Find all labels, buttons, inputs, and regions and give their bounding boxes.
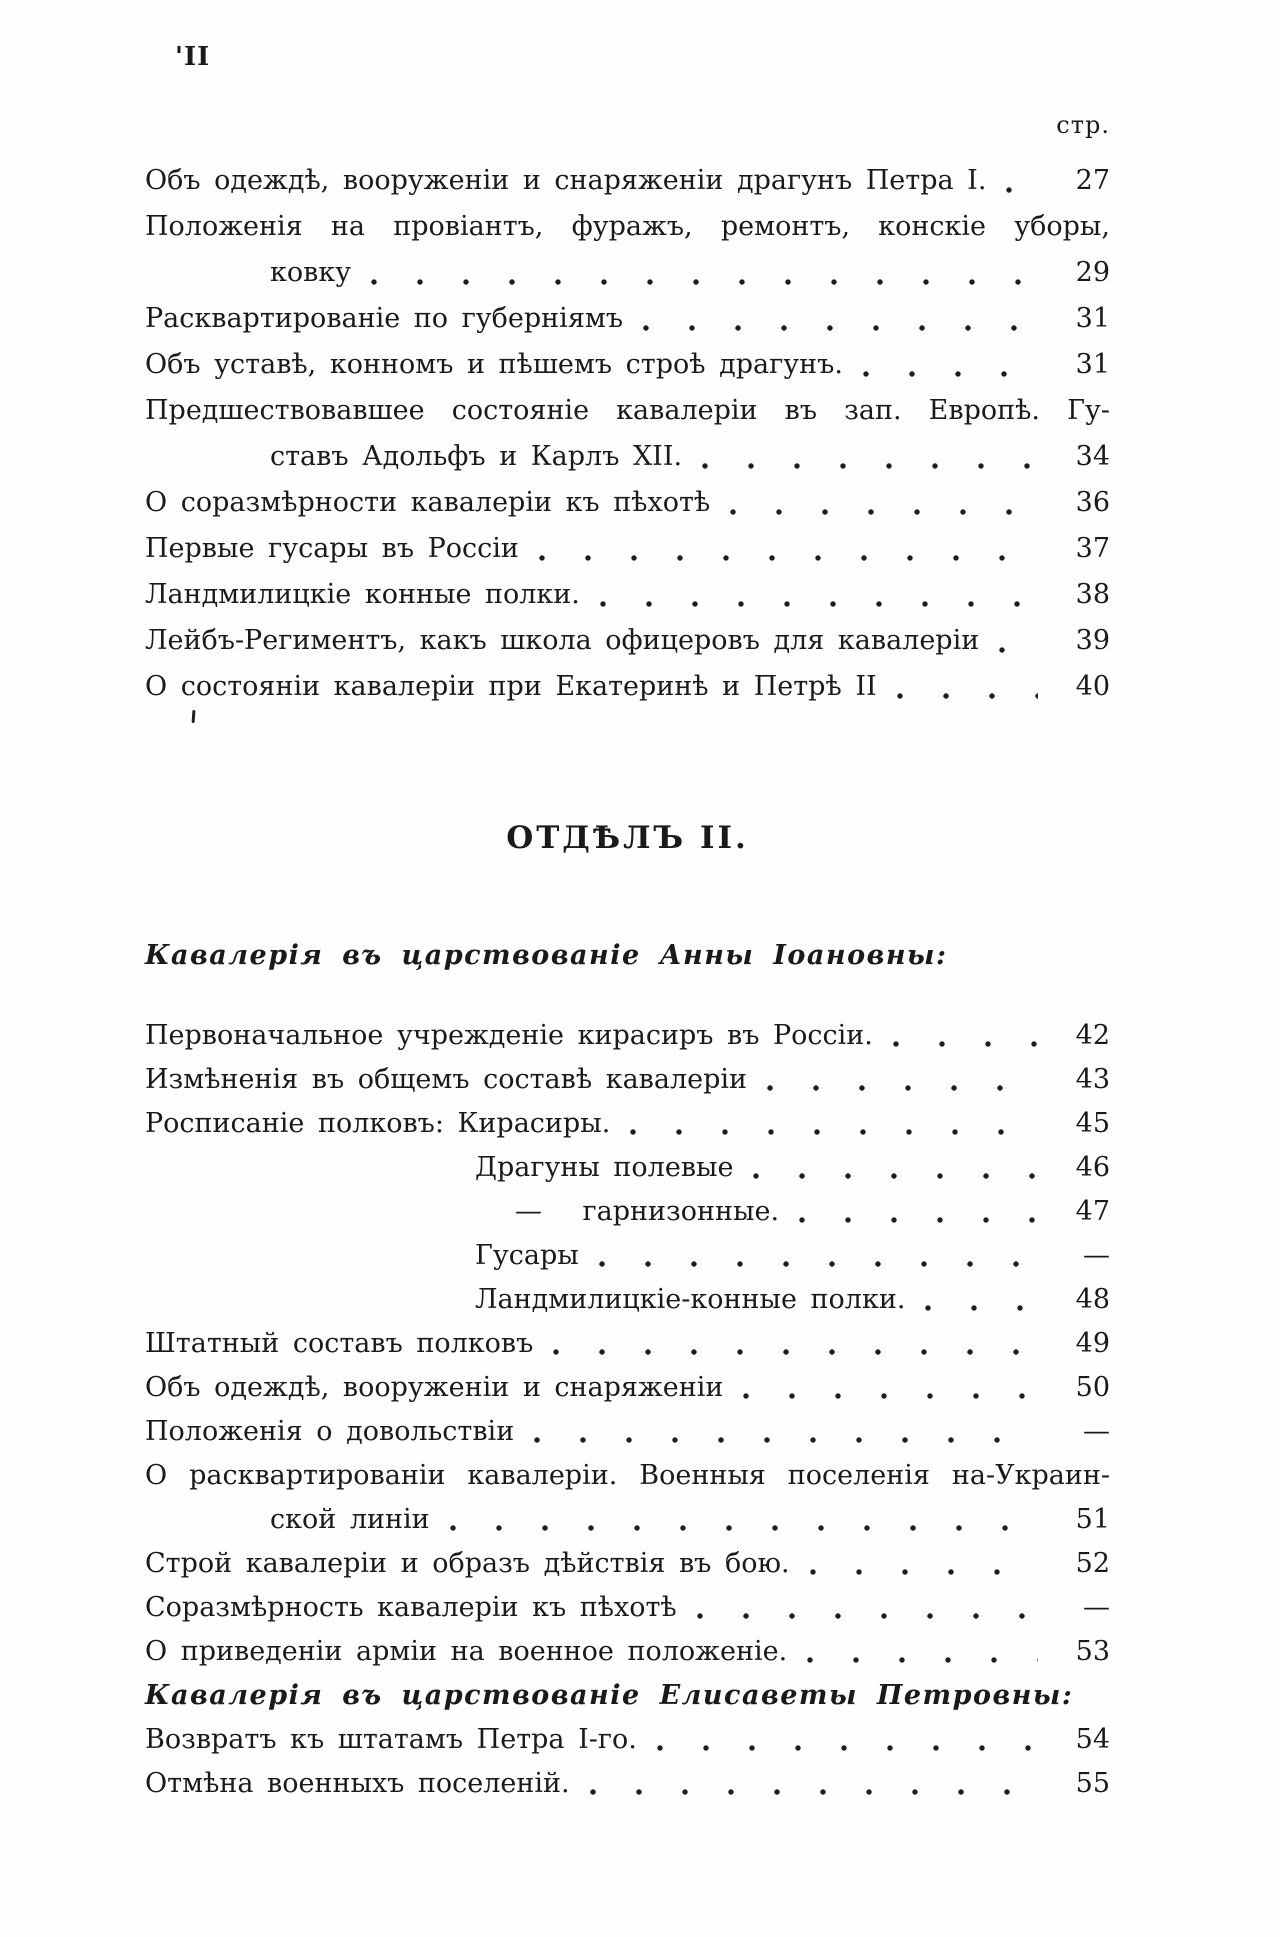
toc-entry-title: Соразмѣрность кавалеріи къ пѣхотѣ [145, 1592, 677, 1623]
toc-entry-title: Строй кавалеріи и образъ дѣйствія въ бою. [145, 1548, 790, 1579]
toc-entry-page: 45 [1075, 1108, 1110, 1139]
toc-entry-title: ставъ Адольфъ и Карлъ XII. [270, 441, 683, 472]
dot-leader [919, 1278, 1038, 1322]
dot-leader [528, 1410, 1038, 1454]
toc-row [145, 204, 1110, 250]
toc-entry-page: 53 [1075, 1636, 1110, 1667]
toc-entry-title: Возвратъ къ штатамъ Петра I-го. [145, 1724, 637, 1755]
dot-leader [993, 618, 1038, 664]
toc-entry-title: Объ одеждѣ, вооруженіи и снаряженіи драгунъ Петра I. [145, 165, 987, 196]
toc-entry-title: Объ уставѣ, конномъ и пѣшемъ строѣ драгунъ. [145, 349, 843, 380]
dot-leader [594, 572, 1038, 618]
toc-entry-title: О соразмѣрности кавалеріи къ пѣхотѣ [145, 487, 711, 518]
toc-entry-page: 46 [1075, 1152, 1110, 1183]
toc-entry-page: 49 [1075, 1328, 1110, 1359]
toc-entry-page: 52 [1075, 1548, 1110, 1579]
toc-entry-page: — [1083, 1416, 1110, 1447]
dot-leader [724, 480, 1038, 526]
toc-entry-title: Предшествовавшее состояніе кавалеріи въ зап. Европѣ. Гу- [145, 395, 1110, 426]
dot-leader [696, 434, 1038, 480]
toc-entry-page: 54 [1075, 1724, 1110, 1755]
toc-row [145, 1278, 1110, 1322]
dot-leader [533, 526, 1038, 572]
toc-entry-title: Лейбъ-Региментъ, какъ школа офицеровъ для кавалеріи [145, 625, 980, 656]
dot-leader [593, 1234, 1038, 1278]
toc-row [145, 618, 1110, 664]
page-number-roman: 'II [175, 42, 211, 72]
dot-leader [547, 1322, 1038, 1366]
toc-row [145, 1102, 1110, 1146]
toc-entry-page: 55 [1075, 1768, 1110, 1799]
section-heading: ОТДѢЛЪ II. [506, 820, 749, 856]
toc-row [145, 1454, 1110, 1498]
toc-entry-title: Первоначальное учрежденіе кирасиръ въ Россіи. [145, 1020, 873, 1051]
toc-row [145, 572, 1110, 618]
toc-row [145, 1498, 1110, 1542]
toc-entry-title: ской линіи [270, 1504, 430, 1535]
toc-entry-page: 31 [1075, 349, 1110, 380]
toc-entry-page: — [1083, 1240, 1110, 1271]
toc-entry-title: Расквартированіе по губерніямъ [145, 303, 624, 334]
toc-content [145, 110, 1110, 1806]
toc-row [145, 1762, 1110, 1806]
toc-entry-title: Ландмилицкіе-конные полки. [475, 1284, 906, 1315]
toc-row [145, 664, 1110, 710]
toc-entry-page: 48 [1075, 1284, 1110, 1315]
toc-entry-page: 50 [1075, 1372, 1110, 1403]
toc-row [145, 1542, 1110, 1586]
toc-row [145, 1586, 1110, 1630]
toc-entry-title: Драгуны полевые [475, 1152, 734, 1183]
toc-entry-title: О расквартированіи кавалеріи. Военныя поселенія на-Украин- [145, 1460, 1110, 1491]
toc-entry-title: Росписаніе полковъ: Кирасиры. [145, 1108, 611, 1139]
toc-row [145, 1058, 1110, 1102]
toc-entry-page: 42 [1075, 1020, 1110, 1051]
toc-entry-title: Измѣненія въ общемъ составѣ кавалеріи [145, 1064, 748, 1095]
toc-row [145, 388, 1110, 434]
dot-leader [691, 1586, 1038, 1630]
toc-entry-title: О состояніи кавалеріи при Екатеринѣ и Петрѣ II [145, 671, 877, 702]
toc-entry-title: Штатный составъ полковъ [145, 1328, 534, 1359]
toc-row [145, 296, 1110, 342]
toc-row [145, 158, 1110, 204]
dot-leader [637, 296, 1038, 342]
page-column-label: стр. [1056, 111, 1110, 139]
toc-row [145, 1366, 1110, 1410]
dot-leader [891, 664, 1038, 710]
toc-entry-title: — гарнизонные. [515, 1196, 780, 1227]
toc-entry-page: 38 [1075, 579, 1110, 610]
toc-row [145, 526, 1110, 572]
toc-entry-title: Положенія на провіантъ, фуражъ, ремонтъ, конскіе уборы, [145, 211, 1110, 242]
toc-section-1 [145, 158, 1110, 710]
dot-leader [365, 250, 1038, 296]
toc-entry-title: Объ одеждѣ, вооруженіи и снаряженіи [145, 1372, 724, 1403]
toc-section-2 [145, 1014, 1110, 1806]
toc-entry-page: 37 [1075, 533, 1110, 564]
toc-entry-page: — [1083, 1592, 1110, 1623]
dot-leader [804, 1542, 1038, 1586]
toc-row [145, 434, 1110, 480]
toc-entry-title: Кавалерія въ царствованіе Елисаветы Петровны: [145, 1680, 1074, 1711]
dot-leader [793, 1190, 1038, 1234]
toc-entry-title: О приведеніи арміи на военное положеніе. [145, 1636, 788, 1667]
dot-leader [584, 1762, 1038, 1806]
toc-entry-page: 29 [1075, 257, 1110, 288]
dot-leader [444, 1498, 1038, 1542]
toc-entry-title: Ландмилицкіе конные полки. [145, 579, 580, 610]
toc-row [145, 342, 1110, 388]
dot-leader [624, 1102, 1038, 1146]
reign-subheading-anna: Кавалерія въ царствованіе Анны Іоановны: [145, 940, 948, 971]
dot-leader [747, 1146, 1038, 1190]
dot-leader [651, 1718, 1038, 1762]
toc-row [145, 250, 1110, 296]
toc-entry-title: Гусары [475, 1240, 579, 1271]
toc-row [145, 480, 1110, 526]
toc-row [145, 1234, 1110, 1278]
toc-entry-page: 47 [1075, 1196, 1110, 1227]
toc-entry-title: Отмѣна военныхъ поселеній. [145, 1768, 570, 1799]
toc-entry-page: 40 [1075, 671, 1110, 702]
toc-entry-page: 27 [1075, 165, 1110, 196]
toc-row [145, 1146, 1110, 1190]
dot-leader [857, 342, 1038, 388]
toc-row [145, 1190, 1110, 1234]
toc-entry-page: 43 [1075, 1064, 1110, 1095]
toc-row [145, 1322, 1110, 1366]
toc-entry-page: 34 [1075, 441, 1110, 472]
toc-entry-page: 31 [1075, 303, 1110, 334]
toc-entry-page: 36 [1075, 487, 1110, 518]
dot-leader [801, 1630, 1038, 1674]
toc-row [145, 1410, 1110, 1454]
reign-subheading-elisaveta [145, 1674, 1110, 1718]
toc-entry-page: 51 [1075, 1504, 1110, 1535]
toc-entry-title: Положенія о довольствіи [145, 1416, 515, 1447]
dot-leader [761, 1058, 1038, 1102]
toc-row [145, 1630, 1110, 1674]
dot-leader [887, 1014, 1038, 1058]
toc-entry-title: ковку [270, 257, 352, 288]
toc-entry-page: 39 [1075, 625, 1110, 656]
dot-leader [1000, 158, 1038, 204]
toc-row [145, 1014, 1110, 1058]
toc-entry-title: Первые гусары въ Россіи [145, 533, 519, 564]
dot-leader [737, 1366, 1038, 1410]
toc-row [145, 1718, 1110, 1762]
